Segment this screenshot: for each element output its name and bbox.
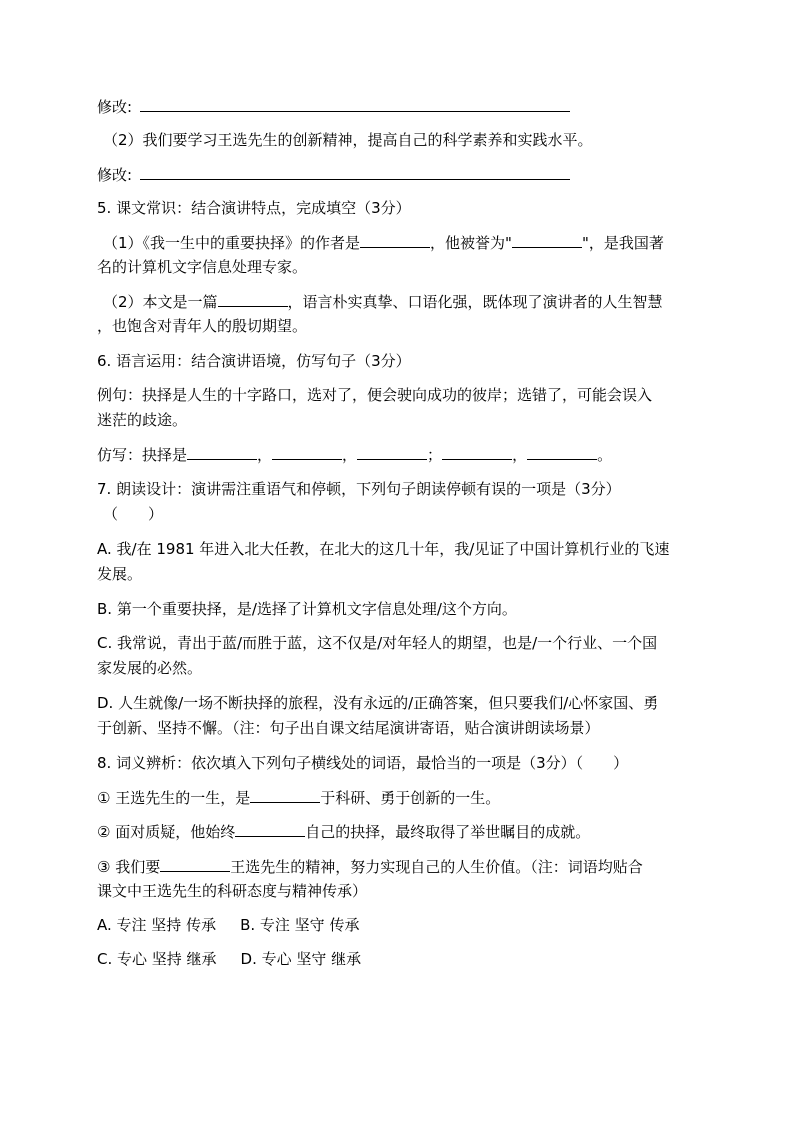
answer-blank[interactable] (235, 820, 305, 837)
revise-label: 修改: (97, 166, 133, 184)
question-6-title: 6. 语言运用：结合演讲语境，仿写句子（3分） (97, 352, 411, 370)
text-segment: ， (257, 446, 273, 464)
text-segment: ，语言朴实真挚、口语化强，既体现了演讲者的人生智慧 (287, 293, 663, 311)
text-segment: ， (342, 446, 358, 464)
revise-label: 修改: (97, 98, 133, 116)
text-segment: ① 王选先生的一生，是 (97, 789, 251, 807)
option-8-B[interactable]: B. 专注 坚守 传承 (240, 916, 360, 934)
text-segment: ， (512, 446, 528, 464)
text-segment: （2）本文是一篇 (103, 293, 218, 311)
question-8-title: 8. 词义辨析：依次填入下列句子横线处的词语，最恰当的一项是（3分）（ ） (97, 754, 629, 772)
revise-line-2 (97, 163, 697, 186)
text-segment: 。 (597, 446, 613, 464)
answer-paren[interactable]: （ ） (103, 505, 164, 523)
question-8-item-3-cont: 课文中王选先生的科研态度与精神传承） (97, 882, 368, 900)
question-5-1-cont: 名的计算机文字信息处理专家。 (97, 258, 308, 276)
question-8-item-2 (97, 820, 697, 843)
answer-blank[interactable] (527, 443, 597, 460)
question-8-item-3 (97, 855, 697, 878)
question-6-example-cont: 迷茫的歧途。 (97, 411, 188, 429)
question-5-1 (103, 231, 703, 254)
question-2: （2）我们要学习王选先生的创新精神，提高自己的科学素养和实践水平。 (103, 131, 593, 149)
revise-line-1 (97, 95, 697, 118)
text-segment: ② 面对质疑，他始终 (97, 823, 236, 841)
text-segment: 王选先生的精神，努力实现自己的人生价值。（注：词语均贴合 (230, 858, 643, 876)
question-6-example: 例句：抉择是人生的十字路口，选对了，便会驶向成功的彼岸；选错了，可能会误入 (97, 386, 653, 404)
answer-blank[interactable] (140, 163, 570, 180)
option-8-D[interactable]: D. 专心 坚守 继承 (240, 950, 362, 968)
answer-blank[interactable] (360, 231, 430, 248)
option-7-C: C. 我常说，青出于蓝/而胜于蓝，这不仅是/对年轻人的期望，也是/一个行业、一个国 (97, 634, 658, 652)
question-5-title: 5. 课文常识：结合演讲特点，完成填空（3分） (97, 199, 411, 217)
text-segment: ，他被誉为" (430, 234, 512, 252)
options-8-row-2 (97, 948, 697, 970)
answer-blank[interactable] (140, 95, 570, 112)
text-segment: ③ 我们要 (97, 858, 161, 876)
text-segment: 自己的抉择，最终取得了举世瞩目的成就。 (305, 823, 591, 841)
option-8-C[interactable]: C. 专心 坚持 继承 (97, 950, 217, 968)
question-7-title: 7. 朗读设计：演讲需注重语气和停顿，下列句子朗读停顿有误的一项是（3分） (97, 480, 621, 498)
answer-blank[interactable] (272, 443, 342, 460)
answer-blank[interactable] (442, 443, 512, 460)
answer-blank[interactable] (187, 443, 257, 460)
question-8-item-1 (97, 786, 697, 809)
option-7-D-cont: 于创新、坚持不懈。（注：句子出自课文结尾演讲寄语，贴合演讲朗读场景） (97, 719, 600, 737)
options-8-row-1 (97, 914, 697, 936)
text-segment: 仿写：抉择是 (97, 446, 188, 464)
option-7-A: A. 我/在 1981 年进入北大任教，在北大的这几十年，我/见证了中国计算机行业的飞速 (97, 540, 670, 558)
answer-blank[interactable] (512, 231, 582, 248)
text-segment: 于科研、勇于创新的一生。 (320, 789, 501, 807)
question-5-2 (103, 290, 703, 313)
text-segment: （1）《我一生中的重要抉择》的作者是 (103, 234, 361, 252)
option-7-D: D. 人生就像/一场不断抉择的旅程，没有永远的/正确答案，但只要我们/心怀家国、勇 (97, 694, 659, 712)
question-6-imitate (97, 443, 697, 466)
answer-blank[interactable] (357, 443, 427, 460)
option-7-C-cont: 家发展的必然。 (97, 659, 203, 677)
option-7-A-cont: 发展。 (97, 565, 143, 583)
text-segment: "，是我国著 (581, 234, 664, 252)
question-5-2-cont: ，也饱含对青年人的殷切期望。 (97, 317, 308, 335)
option-8-A[interactable]: A. 专注 坚持 传承 (97, 916, 217, 934)
text-segment: ； (427, 446, 443, 464)
answer-blank[interactable] (160, 855, 230, 872)
option-7-B: B. 第一个重要抉择，是/选择了计算机文字信息处理/这个方向。 (97, 600, 517, 618)
answer-blank[interactable] (218, 290, 288, 307)
answer-blank[interactable] (250, 786, 320, 803)
